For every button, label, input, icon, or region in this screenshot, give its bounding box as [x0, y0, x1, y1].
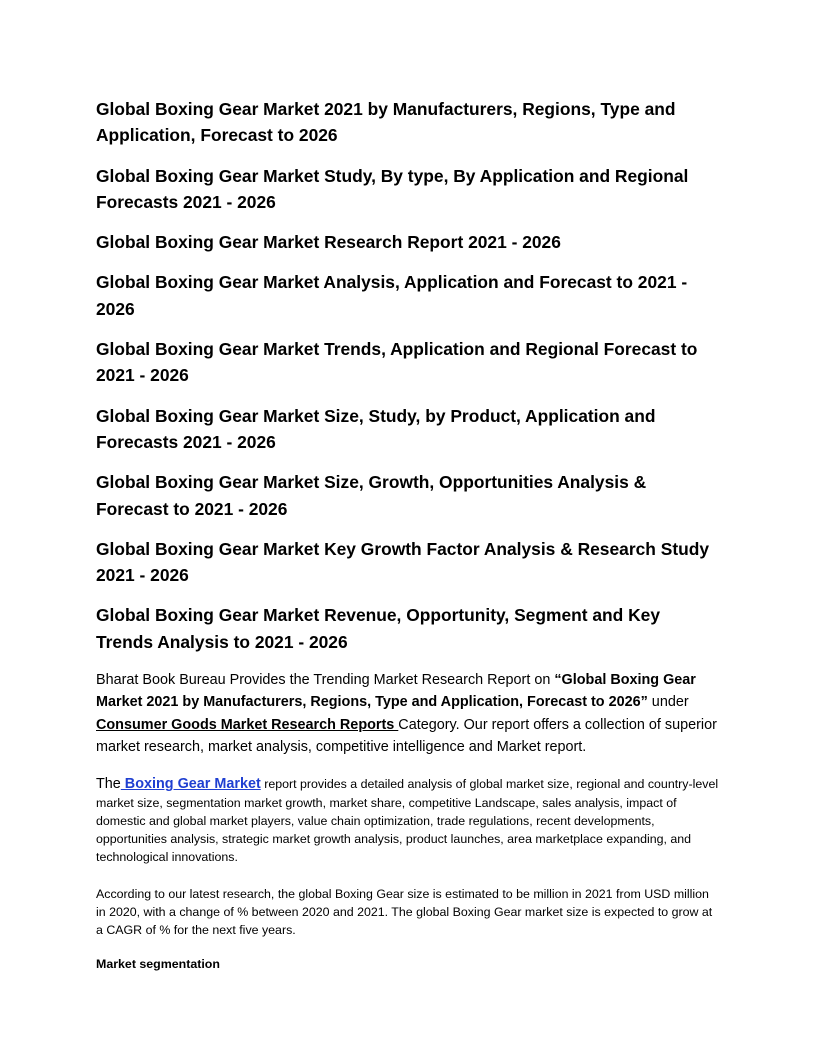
- consumer-goods-category-link[interactable]: Consumer Goods Market Research Reports: [96, 716, 399, 733]
- report-title-heading-3: Global Boxing Gear Market Research Report 2021 - 2026: [96, 232, 561, 253]
- report-title-heading-7: Global Boxing Gear Market Size, Growth, Opportunities Analysis & Forecast to 2021 - 2026: [96, 472, 647, 519]
- report-title-heading-1: Global Boxing Gear Market 2021 by Manufacturers, Regions, Type and Application, Forecast to 2026: [96, 99, 676, 146]
- report-title-heading-9: Global Boxing Gear Market Revenue, Opportunity, Segment and Key Trends Analysis to 2021 - 2026: [96, 605, 661, 652]
- report-title-heading-6: Global Boxing Gear Market Size, Study, by Product, Application and Forecasts 2021 - 2026: [96, 405, 656, 452]
- intro-under: under: [647, 694, 689, 711]
- intro-suffix: Category. Our report offers a collection of superior market research, market analysis, competitive intelligence and Market report.: [96, 716, 717, 755]
- intro-paragraph: [96, 669, 720, 758]
- detail-paragraph: [96, 775, 720, 866]
- market-segmentation-label: Market segmentation: [96, 956, 220, 971]
- detail-the: The: [96, 776, 121, 793]
- report-title-heading-8: Global Boxing Gear Market Key Growth Factor Analysis & Research Study 2021 - 2026: [96, 538, 710, 586]
- research-paragraph: According to our latest research, the global Boxing Gear size is estimated to be million in 2021 from USD million in 2020, with a change of % between 2020 and 2021. The global Boxing Gear market size is expected to grow at a CAGR of % for the next five years.: [96, 886, 713, 938]
- intro-report-title: “Global Boxing Gear Market 2021 by Manufacturers, Regions, Type and Application, Forecast to 2026”: [96, 672, 696, 711]
- report-title-heading-5: Global Boxing Gear Market Trends, Application and Regional Forecast to 2021 - 2026: [96, 339, 698, 386]
- report-title-heading-2: Global Boxing Gear Market Study, By type, By Application and Regional Forecasts 2021 - 2026: [96, 165, 689, 212]
- detail-body: report provides a detailed analysis of global market size, regional and country-level market size, segmentation market growth, market share, competitive Landscape, sales analysis, impact of domestic and global market players, value chain optimization, trade regulations, recent developments, opportunities analysis, strategic market growth analysis, product launches, area marketplace expanding, and technological innovations.: [96, 777, 719, 865]
- intro-prefix: Bharat Book Bureau Provides the Trending Market Research Report on: [96, 672, 555, 689]
- boxing-gear-market-link[interactable]: Boxing Gear Market: [120, 776, 261, 793]
- report-title-heading-4: Global Boxing Gear Market Analysis, Application and Forecast to 2021 - 2026: [96, 272, 688, 319]
